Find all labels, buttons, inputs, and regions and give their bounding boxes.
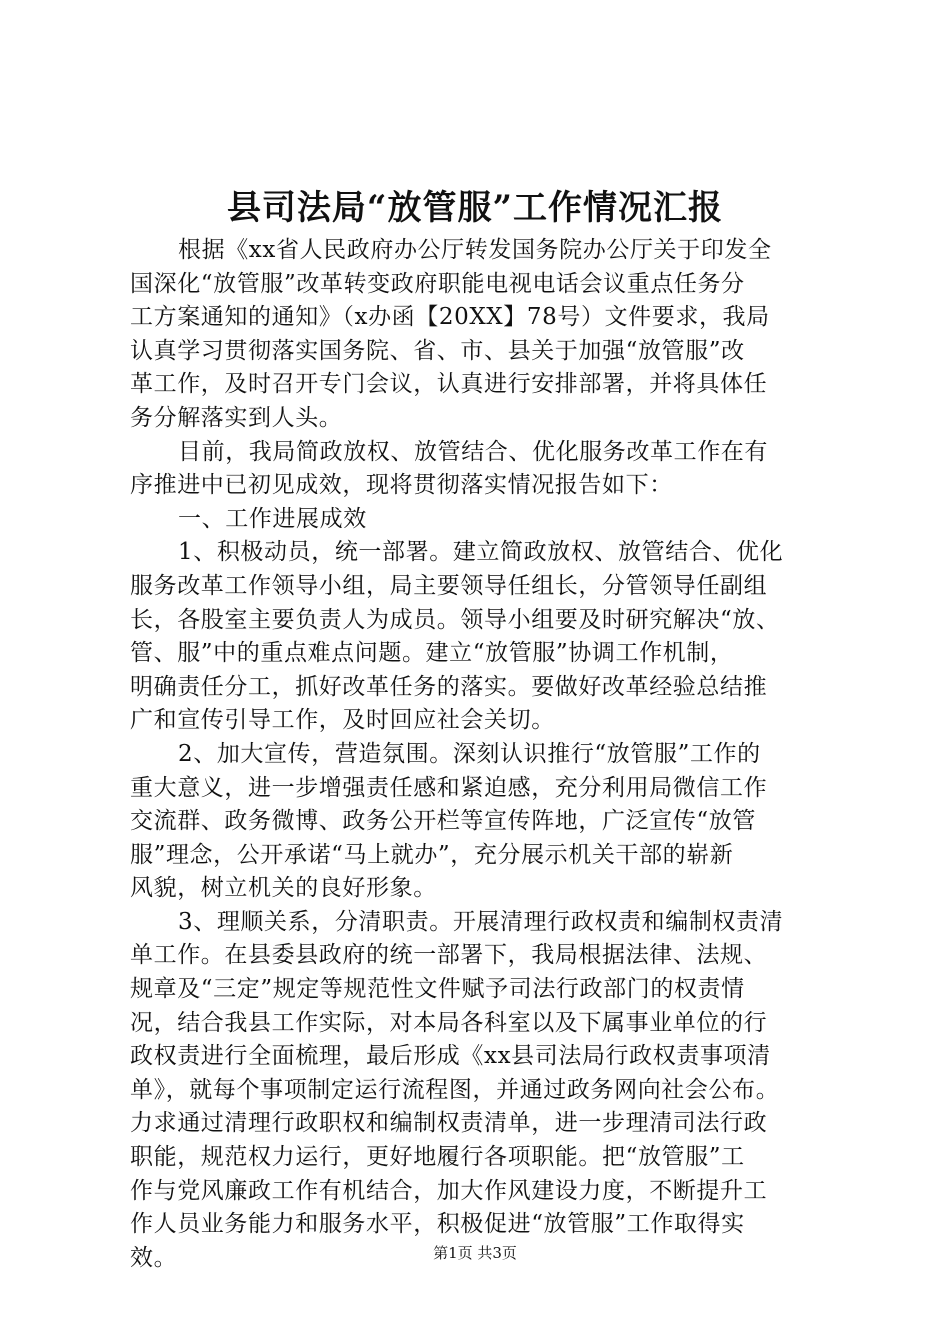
text-line: 明确责任分工，抓好改革任务的落实。要做好改革经验总结推 — [130, 673, 768, 700]
text-line: 目前，我局简政放权、放管结合、优化服务改革工作在有 — [178, 438, 768, 465]
text-line: 规章及“三定”规定等规范性文件赋予司法行政部门的权责情 — [130, 976, 745, 1003]
text-line: 交流群、政务微博、政务公开栏等宣传阵地，广泛宣传“放管 — [130, 808, 756, 835]
text-line: 重大意义，进一步增强责任感和紧迫感，充分利用局微信工作 — [130, 774, 768, 801]
text-line: 认真学习贯彻落实国务院、省、市、县关于加强“放管服”改 — [130, 337, 745, 364]
text-line: 工方案通知的通知》（x办函【20XX】78号）文件要求，我局 — [130, 304, 770, 331]
text-line: 服”理念，公开承诺“马上就办”，充分展示机关干部的崭新 — [130, 841, 734, 868]
page-footer: 第1页 共3页 — [433, 1244, 517, 1262]
text-line: 国深化“放管服”改革转变政府职能电视电话会议重点任务分 — [130, 270, 745, 297]
document-title: 县司法局“放管服”工作情况汇报 — [226, 188, 724, 228]
text-line: 2、加大宣传，营造氛围。深刻认识推行“放管服”工作的 — [178, 740, 761, 767]
text-line: 单》，就每个事项制定运行流程图，并通过政务网向社会公布。 — [130, 1076, 780, 1103]
text-line: 广和宣传引导工作，及时回应社会关切。 — [130, 707, 555, 734]
text-line: 务分解落实到人头。 — [130, 404, 343, 431]
text-line: 序推进中已初见成效，现将贯彻落实情况报告如下： — [130, 472, 673, 499]
text-line: 风貌，树立机关的良好形象。 — [130, 875, 437, 902]
text-line: 作与党风廉政工作有机结合，加大作风建设力度，不断提升工 — [130, 1177, 768, 1204]
text-line: 效。 — [130, 1244, 178, 1271]
text-line: 3、理顺关系，分清职责。开展清理行政权责和编制权责清 — [178, 908, 784, 935]
text-line: 服务改革工作领导小组，局主要领导任组长，分管领导任副组 — [130, 572, 768, 599]
text-line: 作人员业务能力和服务水平，积极促进“放管服”工作取得实 — [130, 1211, 745, 1238]
document-body — [130, 234, 830, 1275]
text-line: 根据《xx省人民政府办公厅转发国务院办公厅关于印发全 — [178, 237, 772, 263]
text-line: 况，结合我县工作实际，对本局各科室以及下属事业单位的行 — [130, 1009, 768, 1036]
text-line: 革工作，及时召开专门会议，认真进行安排部署，并将具体任 — [130, 371, 768, 398]
text-line: 长，各股室主要负责人为成员。领导小组要及时研究解决“放、 — [130, 606, 780, 633]
text-line: 1、积极动员，统一部署。建立简政放权、放管结合、优化 — [178, 539, 784, 566]
text-line: 职能，规范权力运行，更好地履行各项职能。把“放管服”工 — [130, 1144, 745, 1171]
text-line: 管、服”中的重点难点问题。建立“放管服”协调工作机制， — [130, 640, 734, 667]
text-line: 政权责进行全面梳理，最后形成《xx县司法局行政权责事项清 — [130, 1043, 771, 1070]
text-line: 单工作。在县委县政府的统一部署下，我局根据法律、法规、 — [130, 942, 768, 969]
text-line: 力求通过清理行政职权和编制权责清单，进一步理清司法行政 — [130, 1110, 768, 1137]
section-heading: 一、工作进展成效 — [178, 505, 367, 532]
